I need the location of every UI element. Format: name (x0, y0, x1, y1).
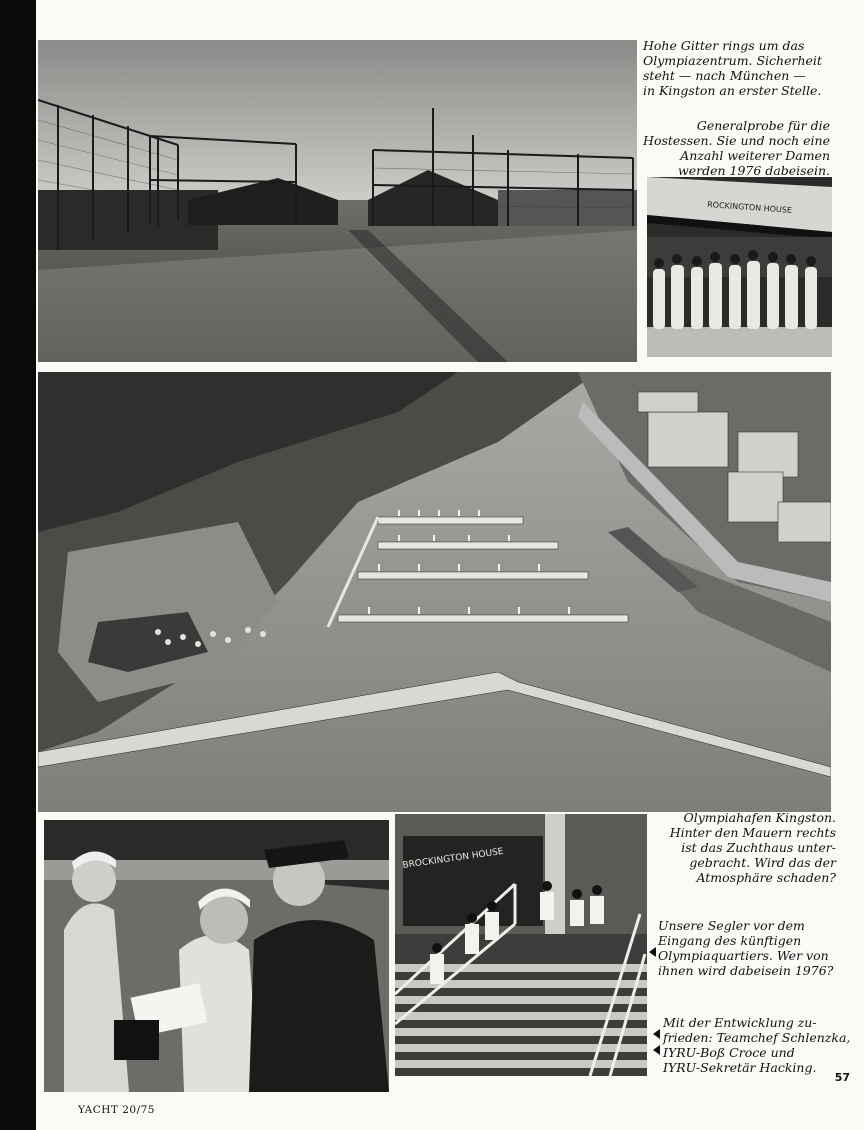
hostess-building-sign: ROCKINGTON HOUSE (706, 200, 793, 215)
caption-pointer-arrow (653, 1029, 660, 1039)
caption-harbor: Olympiahafen Kingston. Hinter den Mauern rechts ist das Zuchthaus unter- gebracht. Wird das der Atmosphäre schaden? (669, 810, 836, 885)
caption-officials: Mit der Entwicklung zu- frieden: Teamchef Schlenzka, IYRU-Boß Croce und IYRU-Sekretär Hacking. (663, 1015, 851, 1075)
footer-magazine-issue: YACHT 20/75 (78, 1104, 155, 1116)
photo-kingston-olympic-harbor (38, 372, 831, 812)
caption-sailors: Unsere Segler vor dem Eingang des künftigen Olympiaquartiers. Wer von ihnen wird dabeisein 1976? (658, 918, 834, 978)
caption-pointer-arrow (649, 947, 656, 957)
page-number: 57 (834, 1071, 850, 1084)
photo-officials-meeting (44, 820, 389, 1092)
photo-fenced-olympic-center (38, 40, 637, 362)
caption-pointer-arrow (653, 1045, 660, 1055)
caption-hostesses: Generalprobe für die Hostessen. Sie und noch eine Anzahl weiterer Damen werden 1976 dabeisein. (643, 118, 830, 178)
photo-sailors-on-stairs (395, 814, 647, 1076)
page-binding-edge (0, 0, 36, 1130)
photo-hostesses-rehearsal (647, 177, 832, 357)
caption-fences: Hohe Gitter rings um das Olympiazentrum. Sicherheit steht — nach München — in Kingston an erster Stelle. (643, 38, 822, 98)
stairs-building-sign: BROCKINGTON HOUSE (402, 846, 505, 871)
